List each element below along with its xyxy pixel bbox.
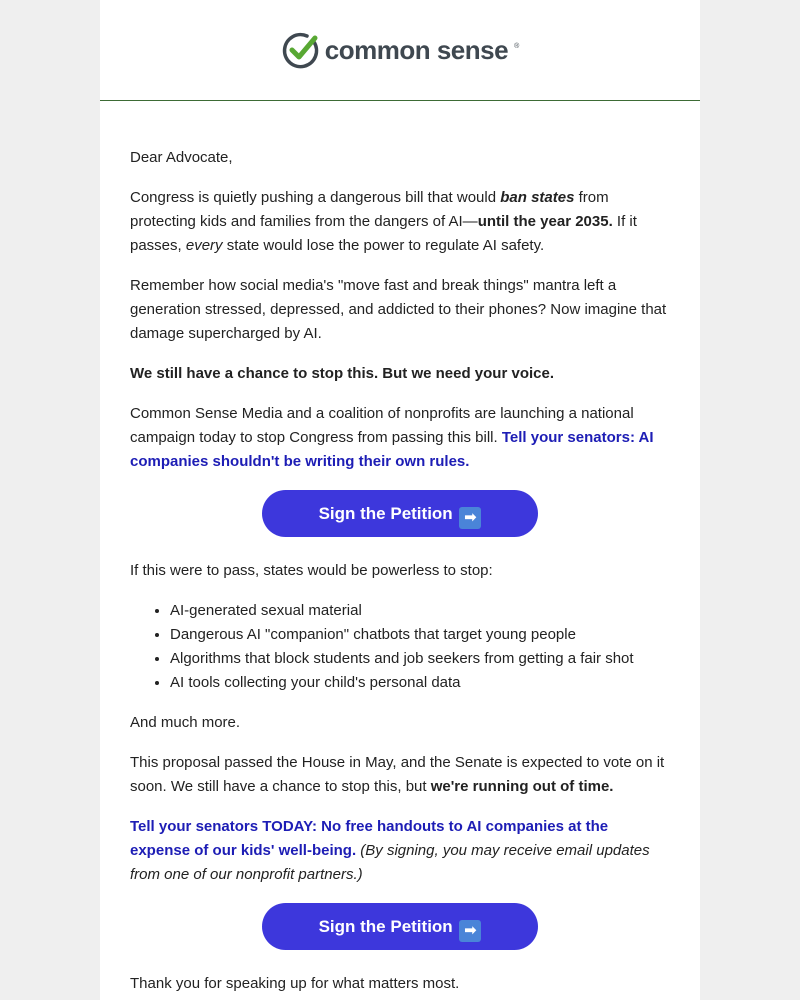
sign-petition-button[interactable]: Sign the Petition ➡ xyxy=(262,490,538,537)
brand-name: common sense xyxy=(324,34,509,65)
petition-button-wrap xyxy=(130,490,670,537)
signing-note: (By signing, you may receive email updates from one of our nonprofit partners.) xyxy=(130,842,650,883)
right-arrow-icon: ➡ xyxy=(459,920,481,942)
tell-senators-today-link[interactable]: Tell your senators TODAY: No free handouts to AI companies at the expense of our kids' well-being. xyxy=(130,818,609,859)
email-header xyxy=(100,0,700,101)
list-item: • AI tools collecting your child's personal data xyxy=(170,671,670,695)
sign-petition-button-2[interactable]: Sign the Petition ➡ xyxy=(262,903,538,950)
email-content xyxy=(100,101,700,996)
paragraph-thank-you: Thank you for speaking up for what matters most. xyxy=(130,975,460,992)
harms-list xyxy=(130,599,670,695)
paragraph-campaign: Common Sense Media and a coalition of nonprofits are launching a national campaign today to stop Congress from passing this bill. Tell your senators: AI companies shouldn't be writing their own rules. xyxy=(130,405,654,470)
paragraph-house-passed: This proposal passed the House in May, and the Senate is expected to vote on it soon. We still have a chance to stop this, but we're running out of time. xyxy=(130,754,665,795)
paragraph-tell-senators-today xyxy=(130,815,670,887)
paragraph-much-more: And much more. xyxy=(130,714,241,731)
checkmark-circle-icon xyxy=(281,31,319,69)
paragraph-call-to-voice: We still have a chance to stop this. But we need your voice. xyxy=(130,365,554,382)
email-body xyxy=(100,0,700,1000)
paragraph-bill-warning: Congress is quietly pushing a dangerous bill that would ban states from protecting kids and families from the dangers of AI—until the year 2035. If it passes, every state would lose the power to regulate AI safety. xyxy=(130,189,637,254)
petition-button-wrap-2 xyxy=(130,903,670,950)
paragraph-social-media: Remember how social media's "move fast and break things" mantra left a generation stressed, depressed, and addicted to their phones? Now imagine that damage supercharged by AI. xyxy=(130,277,667,342)
tell-senators-link[interactable]: Tell your senators: AI companies shouldn't be writing their own rules. xyxy=(130,429,654,470)
brand-logo[interactable] xyxy=(281,31,519,69)
right-arrow-icon: ➡ xyxy=(459,507,481,529)
list-item: • Dangerous AI "companion" chatbots that target young people xyxy=(170,623,670,647)
list-item: • AI-generated sexual material xyxy=(170,599,670,623)
list-item: • Algorithms that block students and job seekers from getting a fair shot xyxy=(170,647,670,671)
greeting: Dear Advocate, xyxy=(130,149,233,166)
paragraph-powerless: If this were to pass, states would be powerless to stop: xyxy=(130,562,493,579)
brand-registered-mark: ® xyxy=(514,43,520,50)
